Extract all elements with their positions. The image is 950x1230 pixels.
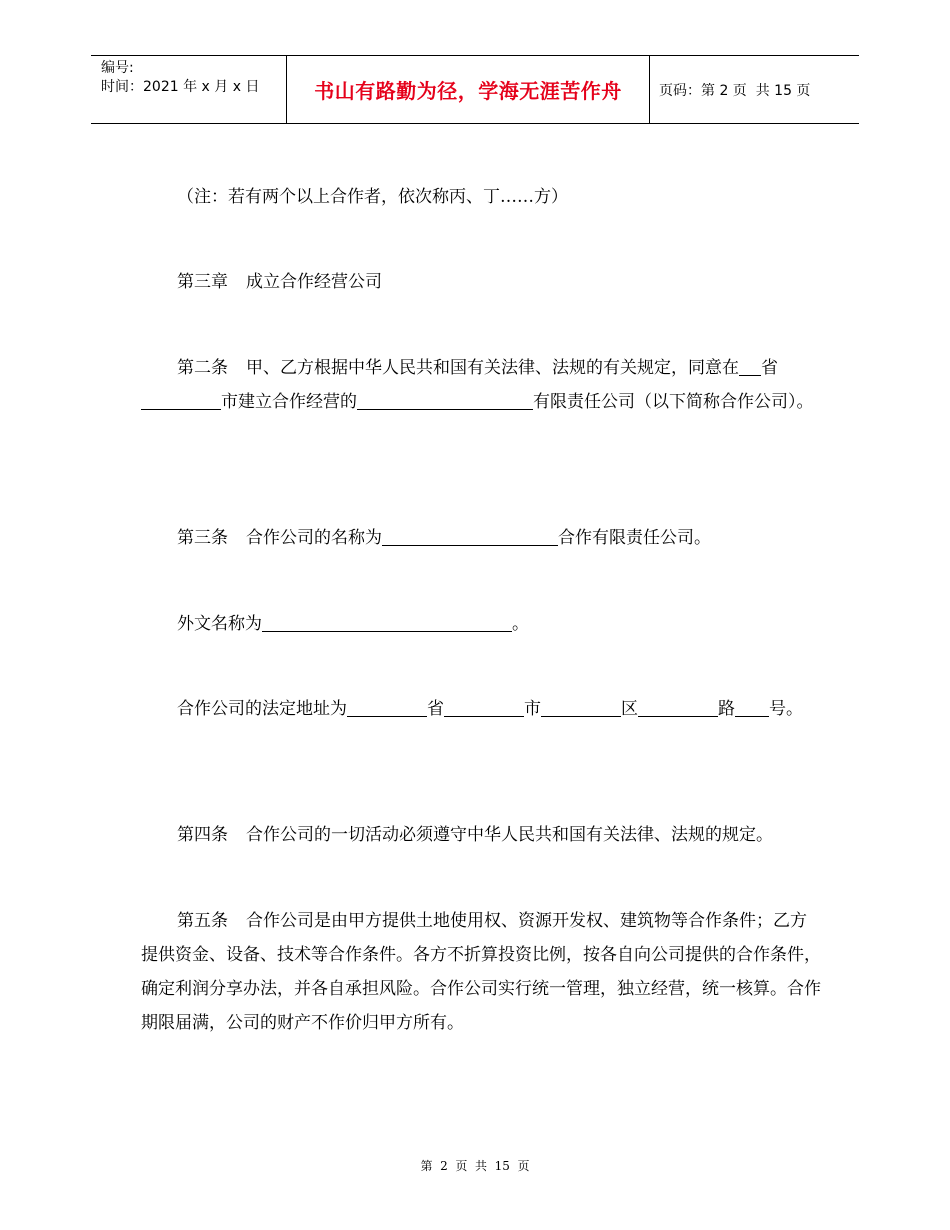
footer-page-number: 第 2 页 共 15 页	[420, 1159, 530, 1173]
chapter-heading	[141, 265, 821, 299]
article-number: 第三条	[177, 528, 228, 548]
blank-field[interactable]	[638, 696, 718, 717]
document-time-label: 时间：2021 年 x 月 x 日	[101, 79, 260, 95]
address-line: 合作公司的法定地址为 省 市 区 路 号。	[141, 692, 821, 726]
chapter-title: 成立合作经营公司	[246, 272, 382, 292]
page-footer	[0, 1157, 950, 1174]
article-number: 第五条	[177, 911, 228, 931]
article-number: 第四条	[177, 825, 228, 845]
blank-field[interactable]	[735, 696, 769, 717]
page-header	[91, 55, 859, 124]
blank-field[interactable]	[347, 696, 427, 717]
blank-field[interactable]	[541, 696, 621, 717]
header-meta	[101, 59, 286, 97]
blank-field[interactable]	[739, 355, 761, 376]
article-number: 第二条	[177, 358, 228, 378]
blank-field[interactable]	[444, 696, 524, 717]
header-motto: 书山有路勤为径，学海无涯苦作舟	[314, 79, 622, 103]
note-paragraph: （注：若有两个以上合作者，依次称丙、丁……方）	[177, 187, 568, 207]
article-3: 第三条 合作公司的名称为 合作有限责任公司。	[141, 521, 821, 555]
article-4: 第四条 合作公司的一切活动必须遵守中华人民共和国有关法律、法规的规定。	[177, 825, 773, 845]
header-page-info: 页码：第 2 页 共 15 页	[659, 82, 811, 99]
blank-field[interactable]	[382, 525, 558, 546]
blank-field[interactable]	[141, 389, 221, 410]
article-5: 第五条 合作公司是由甲方提供土地使用权、资源开发权、建筑物等合作条件；乙方提供资金、设备、技术等合作条件。各方不折算投资比例，按各自向公司提供的合作条件，确定利润分享办法，并各自承担风险。合作公司实行统一管理，独立经营，统一核算。合作期限届满，公司的财产不作价归甲方所有。	[141, 911, 821, 1033]
article-2: 第二条 甲、乙方根据中华人民共和国有关法律、法规的有关规定，同意在 省市建立合作经营的 有限责任公司（以下简称合作公司）。	[141, 351, 821, 419]
document-number-label: 编号:	[101, 60, 134, 76]
chapter-number: 第三章	[177, 272, 228, 292]
blank-field[interactable]	[357, 389, 533, 410]
blank-field[interactable]	[262, 611, 512, 632]
foreign-name-line: 外文名称为 。	[141, 607, 821, 641]
header-divider	[649, 56, 650, 123]
